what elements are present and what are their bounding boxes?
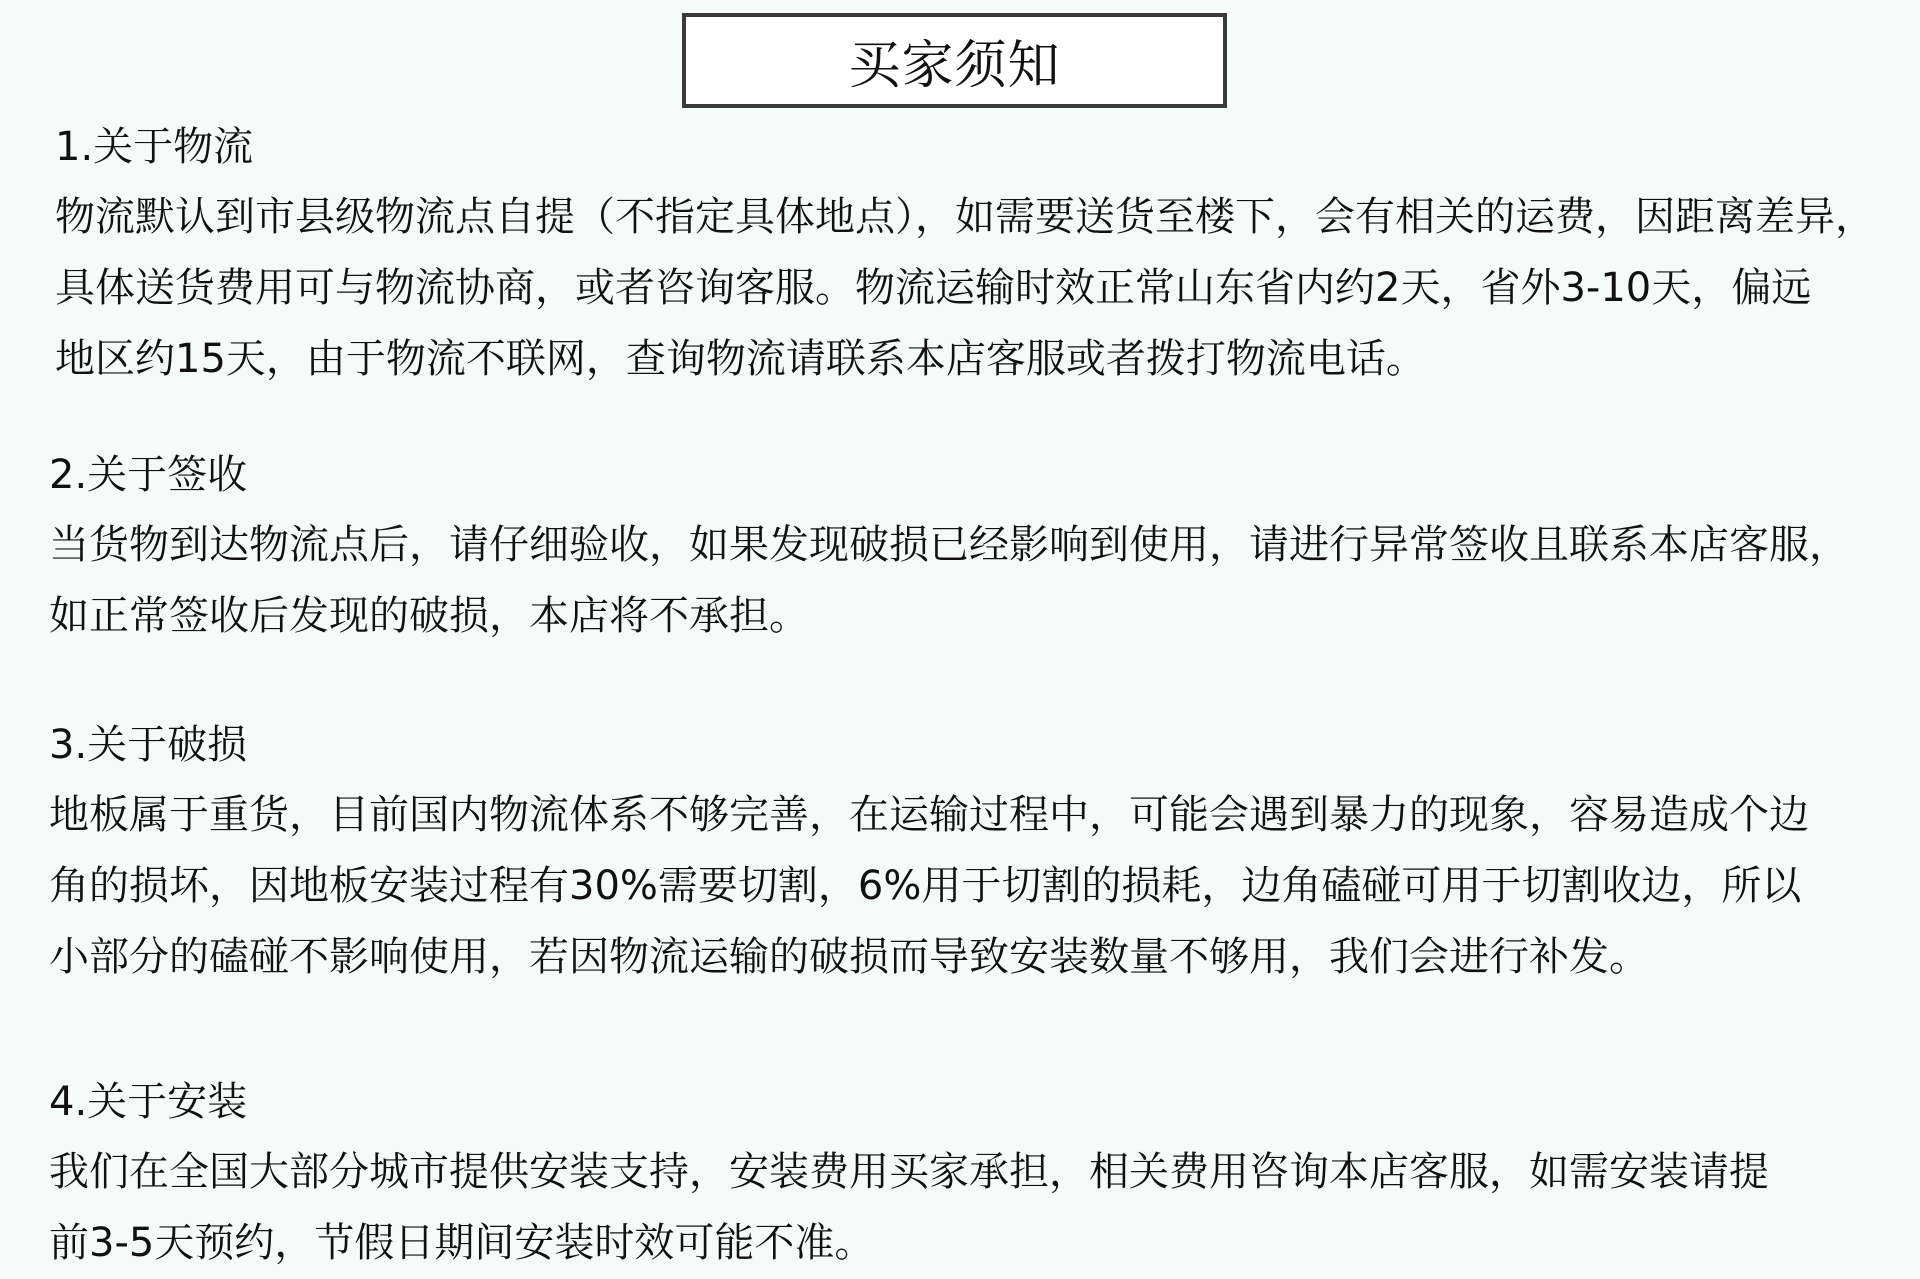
section-heading: 2.关于签收 <box>49 452 248 498</box>
section-text-line: 具体送货费用可与物流协商，或者咨询客服。物流运输时效正常山东省内约2天，省外3-10天，偏远 <box>55 265 1812 311</box>
section-heading: 3.关于破损 <box>49 722 248 768</box>
section-text-line: 地板属于重货，目前国内物流体系不够完善，在运输过程中，可能会遇到暴力的现象，容易造成个边 <box>49 792 1809 838</box>
section-heading: 1.关于物流 <box>55 124 254 170</box>
section-text-line: 物流默认到市县级物流点自提（不指定具体地点），如需要送货至楼下，会有相关的运费，因距离差异， <box>55 194 1875 240</box>
section-text-line: 当货物到达物流点后，请仔细验收，如果发现破损已经影响到使用，请进行异常签收且联系本店客服， <box>49 522 1849 568</box>
section-logistics <box>55 112 1875 395</box>
section-damage <box>49 710 1809 993</box>
section-text-line: 我们在全国大部分城市提供安装支持，安装费用买家承担，相关费用咨询本店客服，如需安装请提 <box>49 1149 1769 1195</box>
section-text-line: 如正常签收后发现的破损，本店将不承担。 <box>49 593 809 639</box>
section-text-line: 前3-5天预约，节假日期间安装时效可能不准。 <box>49 1220 875 1266</box>
section-installation <box>49 1067 1769 1279</box>
section-heading: 4.关于安装 <box>49 1079 248 1125</box>
section-text-line: 地区约15天，由于物流不联网，查询物流请联系本店客服或者拨打物流电话。 <box>55 336 1426 382</box>
section-receipt <box>49 440 1849 652</box>
section-text-line: 角的损坏，因地板安装过程有30%需要切割，6%用于切割的损耗，边角磕碰可用于切割收边，所以 <box>49 863 1802 909</box>
section-text-line: 小部分的磕碰不影响使用，若因物流运输的破损而导致安装数量不够用，我们会进行补发。 <box>49 934 1649 980</box>
title-box <box>682 13 1227 108</box>
page-title: 买家须知 <box>848 36 1061 96</box>
